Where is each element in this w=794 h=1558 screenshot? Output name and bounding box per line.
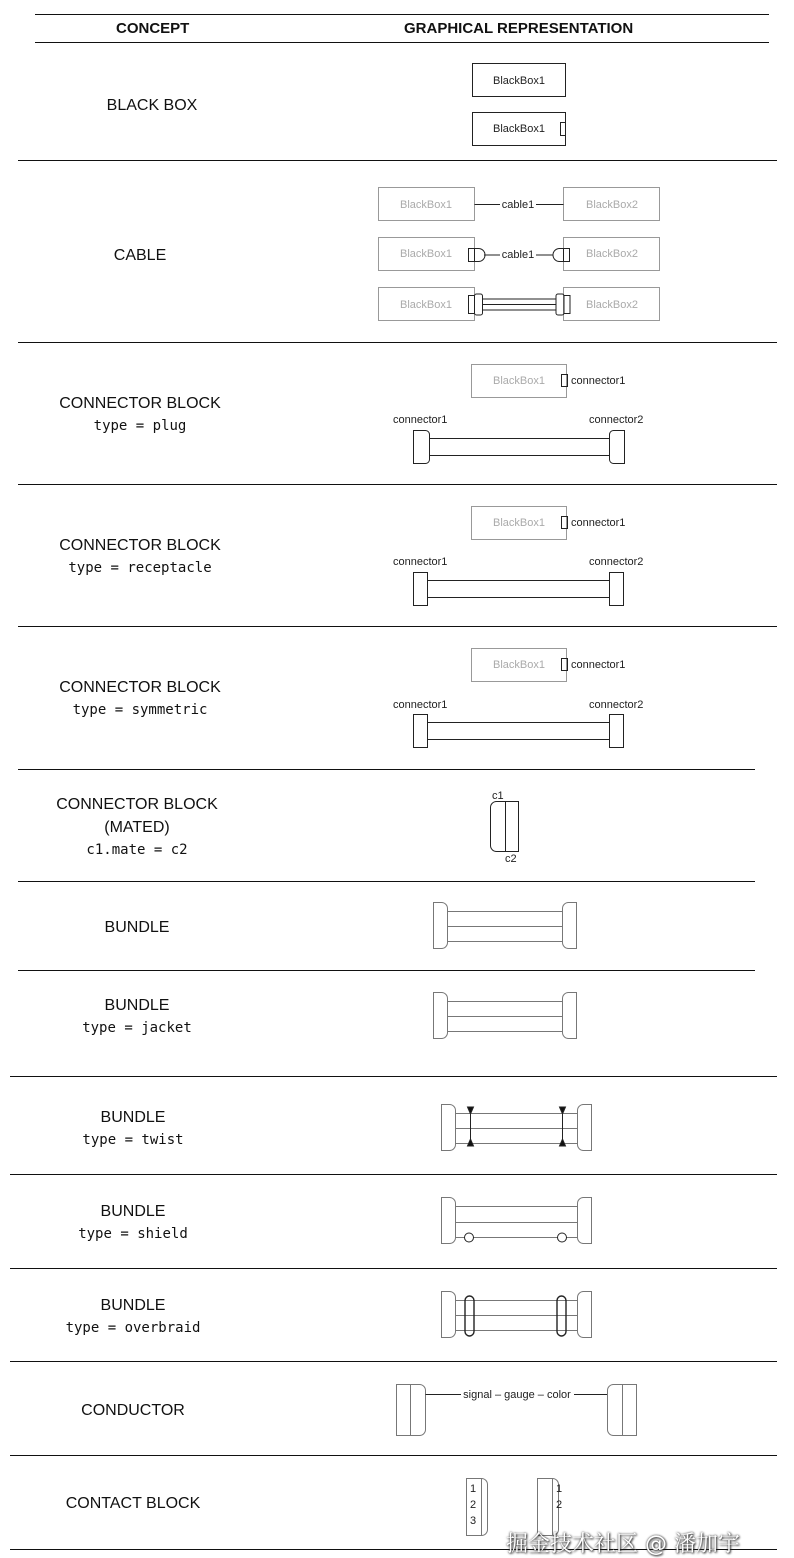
concept-title: CABLE [113, 247, 167, 264]
cable-label: cable1 [501, 249, 535, 261]
concept-title: CONNECTOR BLOCK [59, 537, 221, 554]
connector-icon [578, 1198, 592, 1244]
blackbox-label: BlackBox2 [586, 248, 638, 260]
blackbox-label: BlackBox2 [586, 199, 638, 211]
plug-connector-icon [608, 1385, 623, 1436]
connector-plug-diagram [393, 365, 643, 464]
connector-icon [434, 903, 448, 949]
connector-icon [434, 993, 448, 1039]
port-icon [561, 123, 566, 136]
cable-label: cable1 [501, 199, 535, 211]
receptacle-connector-icon [397, 1385, 411, 1436]
connector-icon [578, 1105, 592, 1151]
contact-number: 1 [470, 1483, 477, 1495]
receptacle-connector-icon [610, 573, 624, 606]
port-icon [564, 296, 570, 314]
header-representation: GRAPHICAL REPRESENTATION [404, 20, 634, 37]
connector-mated-diagram [491, 790, 519, 865]
concept-type: type = receptacle [68, 560, 212, 576]
bundle-diagram [434, 903, 577, 949]
concept-title: BUNDLE [100, 1297, 166, 1314]
connector-icon [578, 1292, 592, 1338]
black-box-diagram [473, 64, 566, 146]
receptacle-connector-icon [623, 1385, 637, 1436]
connector-icon [553, 249, 564, 262]
blackbox-label: BlackBox1 [493, 123, 545, 135]
concept-title: BLACK BOX [106, 97, 198, 114]
connector-label: connector1 [571, 517, 626, 529]
concept-type: type = shield [78, 1226, 188, 1242]
concept-title: BUNDLE [100, 1203, 166, 1220]
blackbox-label: BlackBox1 [400, 248, 452, 260]
plug-connector-icon [610, 431, 625, 464]
shield-drain-icon [465, 1233, 474, 1242]
connector-icon [563, 903, 577, 949]
concept-title: CONNECTOR BLOCK [59, 395, 221, 412]
connector-label: connector2 [589, 414, 644, 426]
bundle-overbraid-diagram [442, 1292, 592, 1338]
connector-symmetric-diagram [393, 649, 643, 748]
bundle-shield-diagram [442, 1198, 592, 1244]
concept-title: BUNDLE [104, 997, 170, 1014]
plug-connector-icon [414, 431, 430, 464]
concept-title: CONTACT BLOCK [65, 1495, 201, 1512]
receptacle-connector-icon [506, 802, 519, 852]
symmetric-connector-icon [414, 715, 428, 748]
connector-icon [475, 294, 483, 315]
contact-number: 3 [470, 1515, 477, 1527]
conductor-label: signal – gauge – color [463, 1389, 571, 1401]
concept-title: BUNDLE [104, 919, 170, 936]
cable-diagram [379, 188, 660, 321]
port-icon [469, 296, 475, 314]
connector-label: connector1 [571, 375, 626, 387]
blackbox-label: BlackBox1 [400, 199, 452, 211]
blackbox-label: BlackBox1 [493, 375, 545, 387]
plug-connector-icon [411, 1385, 426, 1436]
contact-number: 1 [556, 1483, 563, 1495]
connector-icon [442, 1292, 456, 1338]
port-icon [564, 249, 570, 262]
blackbox-label: BlackBox1 [493, 659, 545, 671]
bundle-twist-diagram [442, 1105, 592, 1151]
blackbox-label: BlackBox1 [400, 299, 452, 311]
connector-label: connector2 [589, 699, 644, 711]
connector-icon [563, 993, 577, 1039]
contact-number: 2 [470, 1499, 477, 1511]
conductor-diagram [397, 1385, 637, 1436]
concept-title: BUNDLE [100, 1109, 166, 1126]
concept-type: type = twist [82, 1132, 184, 1148]
concept-title: CONNECTOR BLOCK [56, 796, 218, 813]
port-icon [469, 249, 475, 262]
concept-type: c1.mate = c2 [86, 842, 188, 858]
concept-type: type = jacket [82, 1020, 192, 1036]
receptacle-connector-icon [414, 573, 428, 606]
concept-subtitle: (MATED) [104, 819, 170, 836]
connector-label: connector1 [571, 659, 626, 671]
connector-label: connector2 [589, 556, 644, 568]
connector-icon [442, 1105, 456, 1151]
concept-title: CONNECTOR BLOCK [59, 679, 221, 696]
blackbox-label: BlackBox1 [493, 75, 545, 87]
contact-number: 2 [556, 1499, 563, 1511]
header-concept: CONCEPT [116, 20, 190, 37]
connector-icon [475, 249, 486, 262]
concept-title: CONDUCTOR [81, 1402, 185, 1419]
concept-type: type = symmetric [72, 702, 208, 718]
connector-icon [556, 294, 564, 315]
blackbox-label: BlackBox2 [586, 299, 638, 311]
symmetric-connector-icon [610, 715, 624, 748]
connector-label: connector1 [393, 414, 448, 426]
connector-label: connector1 [393, 556, 448, 568]
connector-receptacle-diagram [393, 507, 643, 606]
connector-icon [442, 1198, 456, 1244]
mate-label-c1: c1 [492, 790, 504, 802]
watermark: 掘金技术社区 @ 潘加宇 [506, 1532, 740, 1557]
bundle-jacket-diagram [434, 993, 577, 1039]
concept-type: type = overbraid [65, 1320, 201, 1336]
connector-label: connector1 [393, 699, 448, 711]
plug-connector-icon [491, 802, 506, 852]
concept-type: type = plug [93, 418, 187, 434]
blackbox-label: BlackBox1 [493, 517, 545, 529]
mate-label-c2: c2 [505, 853, 517, 865]
shield-drain-icon [558, 1233, 567, 1242]
